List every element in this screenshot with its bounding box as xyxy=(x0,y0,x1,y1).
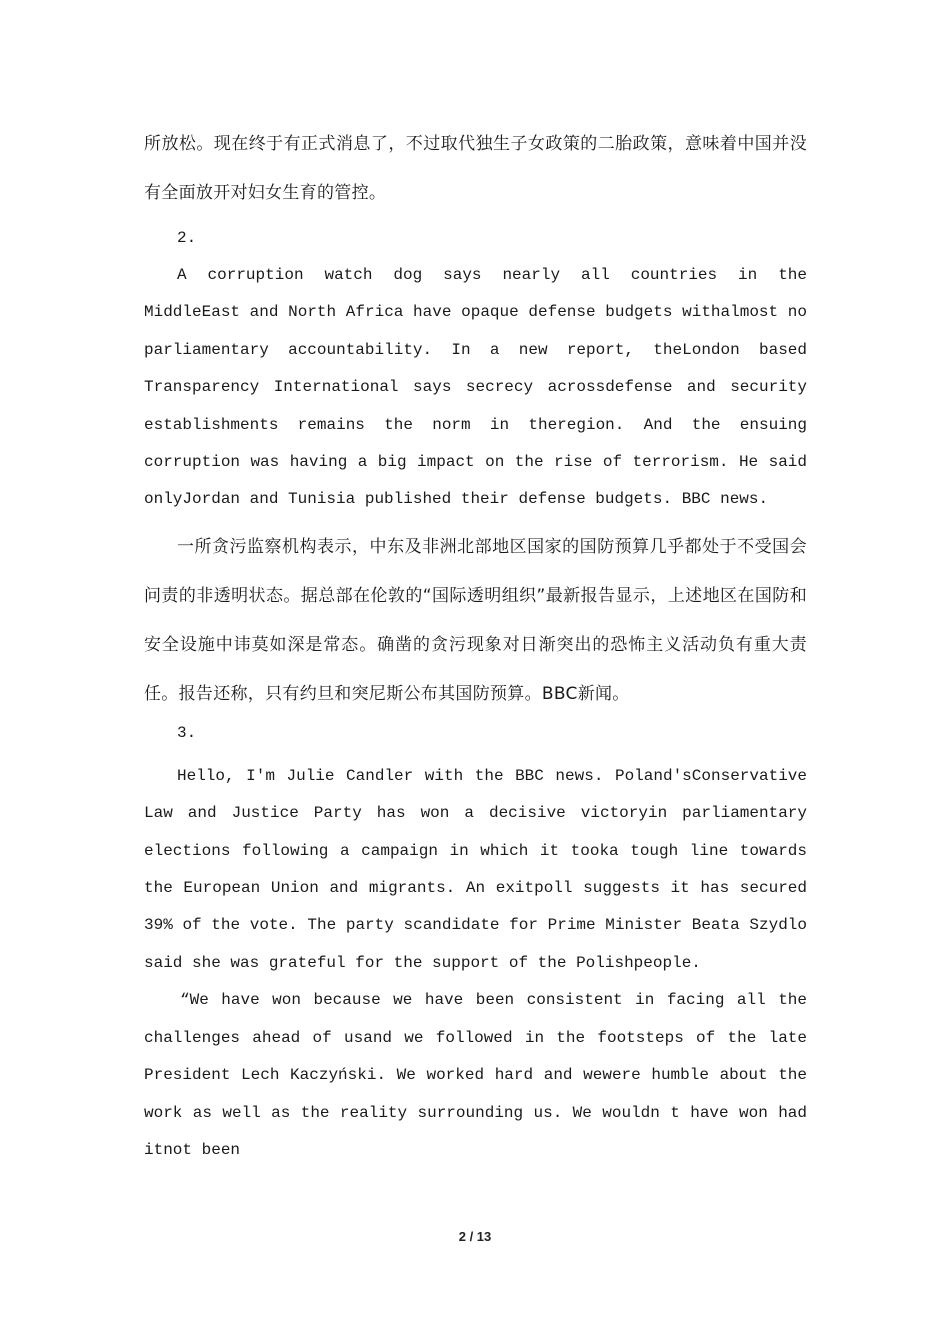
document-body xyxy=(144,120,807,1169)
paragraph-english-2: A corruption watch dog says nearly all countries in the MiddleEast and North Africa have opaque defense budgets withalmost no parliamentary accountability. In a new report, theLondon based Transparency International says secrecy acrossdefense and security establishments remains the norm in theregion. And the ensuing corruption was having a big impact on the rise of terrorism. He said onlyJordan and Tunisia published their defense budgets. BBC news. xyxy=(144,266,807,509)
item-number-2: 2. xyxy=(177,229,197,247)
paragraph-chinese-2: 一所贪污监察机构表示，中东及非洲北部地区国家的国防预算几乎都处于不受国会问责的非透明状态。据总部在伦敦的“国际透明组织”最新报告显示，上述地区在国防和安全设施中讳莫如深是常态。确凿的贪污现象对日渐突出的恐怖主义活动负有重大责任。报告还称，只有约旦和突尼斯公布其国防预算。BBC新闻。 xyxy=(144,536,807,704)
page-number: 2 / 13 xyxy=(458,1229,492,1244)
paragraph-english-4: “We have won because we have been consistent in facing all the challenges ahead of usand we followed in the footsteps of the late President Lech Kaczyński. We worked hard and wewere humble about the work as well as the reality surrounding us. We wouldn t have won had itnot been xyxy=(144,991,807,1159)
paragraph-english-3: Hello, I'm Julie Candler with the BBC news. Poland'sConservative Law and Justice Party has won a decisive victoryin parliamentary elections following a campaign in which it tooka tough line towards the European Union and migrants. An exitpoll suggests it has secured 39% of the vote. The party scandidate for Prime Minister Beata Szydlo said she was grateful for the support of the Polishpeople. xyxy=(144,766,807,972)
item-number-3: 3. xyxy=(177,723,197,742)
paragraph-chinese-1: 所放松。现在终于有正式消息了，不过取代独生子女政策的二胎政策，意味着中国并没有全面放开对妇女生育的管控。 xyxy=(144,134,807,203)
